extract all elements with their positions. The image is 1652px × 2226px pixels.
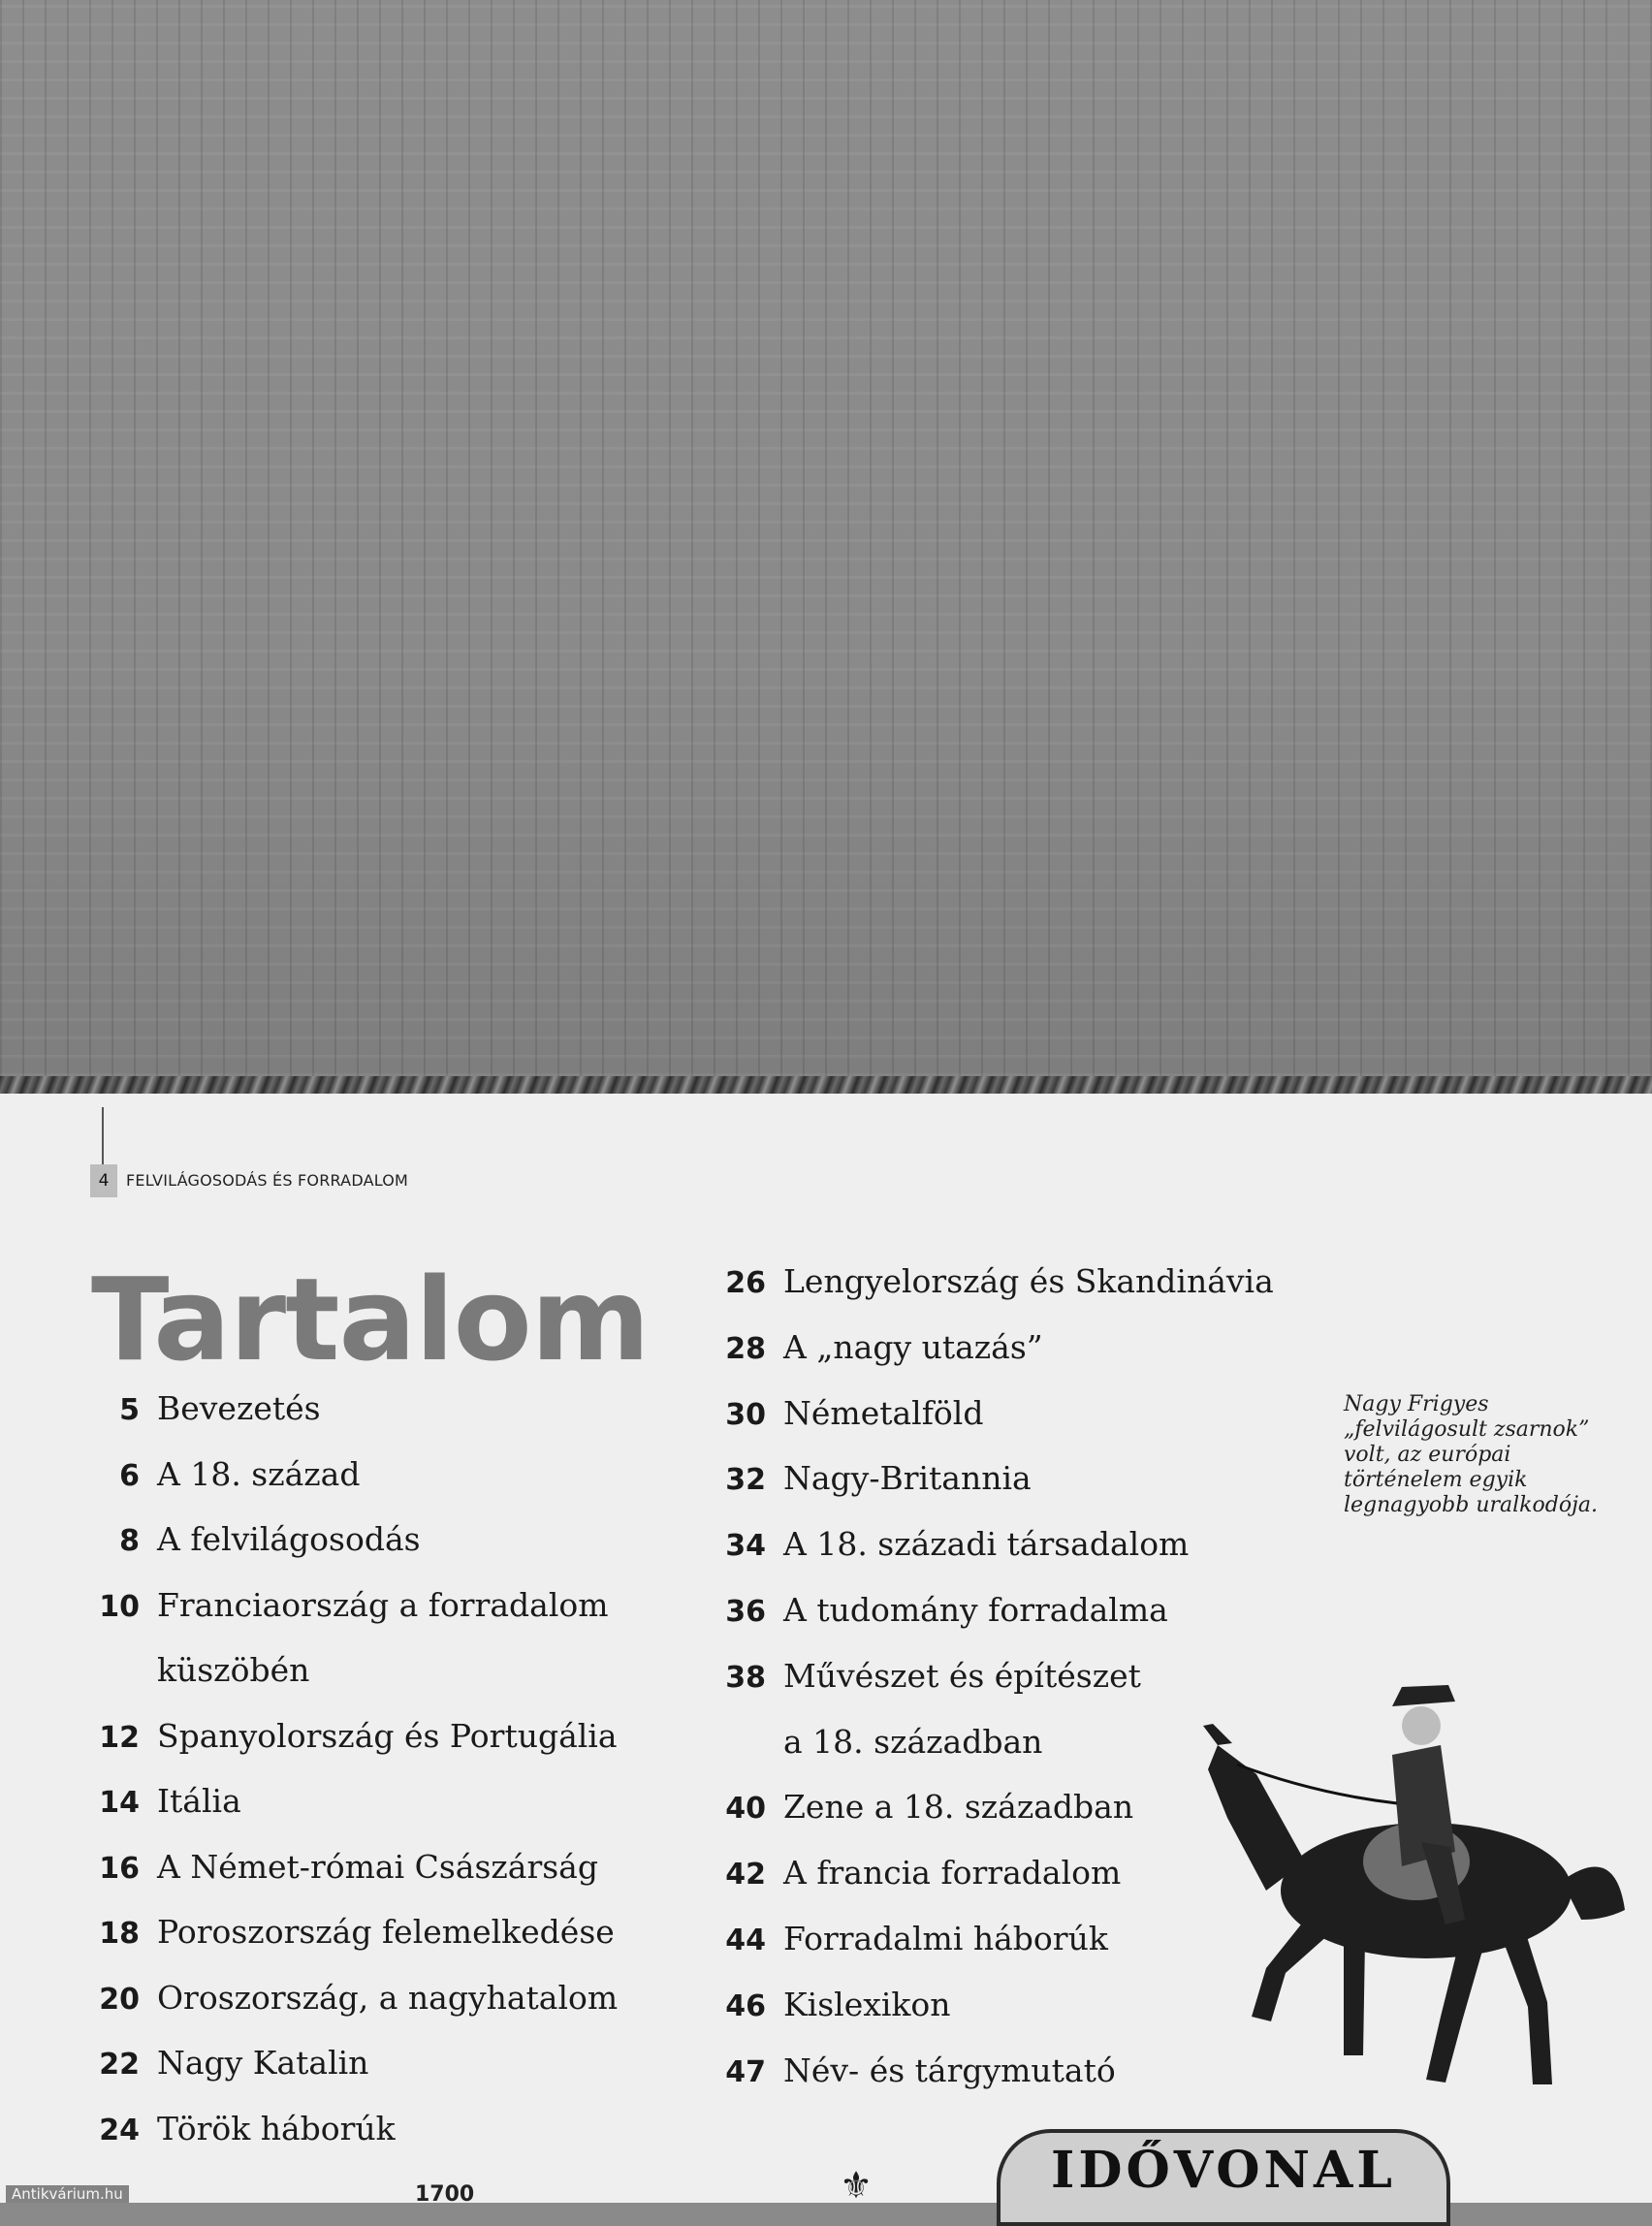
toc-page-number: 28 bbox=[725, 1331, 766, 1366]
toc-entry-title: Itália bbox=[157, 1782, 241, 1820]
image-caption bbox=[1344, 1392, 1605, 1518]
toc-entry-title: A 18. század bbox=[157, 1454, 361, 1493]
toc-entry-title: Franciaország a forradalom bbox=[157, 1585, 609, 1624]
toc-entry bbox=[710, 1525, 1189, 1563]
toc-entry-title: Spanyolország és Portugália bbox=[157, 1716, 618, 1755]
toc-page-number: 47 bbox=[725, 2054, 766, 2089]
toc-page-number: 22 bbox=[99, 2048, 140, 2082]
toc-entry-title: a 18. században bbox=[783, 1722, 1043, 1761]
toc-entry bbox=[710, 2051, 1116, 2089]
toc-page-number: 20 bbox=[99, 1982, 140, 2017]
toc-entry bbox=[710, 1459, 1032, 1497]
toc-page-number: 24 bbox=[99, 2113, 140, 2147]
toc-entry-title: A „nagy utazás” bbox=[783, 1327, 1043, 1366]
toc-page-number: 18 bbox=[99, 1917, 140, 1951]
caption-line: legnagyobb uralkodója. bbox=[1344, 1493, 1599, 1517]
watermark: Antikvárium.hu bbox=[6, 2185, 129, 2203]
toc-page-number: 14 bbox=[99, 1786, 140, 1820]
toc-entry-title: A francia forradalom bbox=[783, 1854, 1122, 1892]
toc-page-number: 38 bbox=[725, 1660, 766, 1695]
toc-entry bbox=[710, 1920, 1108, 1957]
toc-entry-title: Zene a 18. században bbox=[783, 1788, 1134, 1827]
toc-entry bbox=[83, 1455, 360, 1493]
toc-entry bbox=[83, 1913, 615, 1951]
toc-entry-title: Kislexikon bbox=[783, 1985, 951, 2023]
toc-entry-title: Török háborúk bbox=[157, 2109, 396, 2147]
toc-page-number: 34 bbox=[725, 1529, 766, 1564]
toc-entry bbox=[710, 1262, 1274, 1300]
toc-entry-title: A felvilágosodás bbox=[157, 1520, 421, 1558]
running-head: FELVILÁGOSODÁS ÉS FORRADALOM bbox=[126, 1171, 409, 1190]
toc-page-number: 6 bbox=[119, 1458, 140, 1493]
toc-page-number: 32 bbox=[725, 1463, 766, 1498]
tablecloth-background bbox=[0, 0, 1652, 1076]
toc-entry-title: Németalföld bbox=[783, 1393, 984, 1432]
toc-entry-title: Nagy Katalin bbox=[157, 2044, 369, 2082]
toc-page-number: 42 bbox=[725, 1858, 766, 1892]
toc-entry bbox=[83, 1979, 618, 2017]
timeline-banner-label: IDŐVONAL bbox=[1051, 2141, 1396, 2200]
toc-page-number: 44 bbox=[725, 1924, 766, 1957]
toc-entry bbox=[710, 1723, 1042, 1761]
timeline-year: 1700 bbox=[415, 2182, 475, 2207]
caption-line: Nagy Frigyes bbox=[1344, 1392, 1489, 1416]
toc-entry-title: A Német-római Császárság bbox=[157, 1847, 598, 1886]
toc-entry-title: Név- és tárgymutató bbox=[783, 2051, 1116, 2089]
toc-title: Tartalom bbox=[91, 1253, 650, 1386]
page-number: 4 bbox=[90, 1164, 117, 1197]
toc-entry-title: Nagy-Britannia bbox=[783, 1459, 1032, 1498]
toc-entry bbox=[83, 1389, 321, 1427]
toc-entry bbox=[83, 1586, 609, 1624]
toc-entry bbox=[83, 2044, 368, 2082]
toc-entry-title: Művészet és építészet bbox=[783, 1656, 1141, 1695]
toc-page-number: 46 bbox=[725, 1988, 766, 2023]
toc-entry bbox=[83, 1782, 241, 1820]
toc-entry-title: A tudomány forradalma bbox=[783, 1591, 1168, 1629]
toc-entry bbox=[710, 1854, 1121, 1892]
toc-entry bbox=[710, 1328, 1043, 1366]
timeline-banner bbox=[997, 2129, 1450, 2226]
toc-entry bbox=[710, 1394, 983, 1432]
toc-page-number: 12 bbox=[99, 1720, 140, 1755]
toc-entry-title: A 18. századi társadalom bbox=[783, 1525, 1190, 1564]
toc-page-number: 40 bbox=[725, 1792, 766, 1827]
toc-entry-title: Oroszország, a nagyhatalom bbox=[157, 1978, 619, 2017]
caption-line: volt, az európai bbox=[1344, 1443, 1511, 1467]
toc-entry bbox=[710, 1788, 1133, 1826]
toc-page-number: 36 bbox=[725, 1595, 766, 1629]
toc-page-number: 8 bbox=[119, 1524, 140, 1558]
toc-entry bbox=[710, 1657, 1141, 1695]
toc-entry bbox=[710, 1986, 951, 2023]
toc-entry-title: Forradalmi háborúk bbox=[783, 1920, 1108, 1957]
toc-entry-title: Bevezetés bbox=[157, 1389, 321, 1427]
toc-entry-title: küszöbén bbox=[157, 1651, 310, 1689]
toc-entry bbox=[83, 1651, 309, 1689]
toc-entry-title: Lengyelország és Skandinávia bbox=[783, 1262, 1274, 1300]
caption-line: „felvilágosult zsarnok” bbox=[1344, 1417, 1590, 1442]
toc-page-number: 16 bbox=[99, 1851, 140, 1886]
horse-rider-illustration bbox=[1198, 1600, 1625, 2094]
toc-entry bbox=[83, 1520, 421, 1558]
toc-page-number: 10 bbox=[99, 1589, 140, 1624]
toc-page-number: 30 bbox=[725, 1397, 766, 1432]
fleur-de-lis-icon: ⚜ bbox=[840, 2164, 874, 2207]
caption-line: történelem egyik bbox=[1344, 1468, 1528, 1492]
toc-entry-title: Poroszország felemelkedése bbox=[157, 1913, 615, 1951]
toc-entry bbox=[83, 2110, 396, 2147]
toc-entry bbox=[710, 1591, 1168, 1629]
toc-page-number: 26 bbox=[725, 1266, 766, 1300]
toc-entry bbox=[83, 1717, 618, 1755]
toc-page-number: 5 bbox=[119, 1393, 140, 1427]
toc-entry bbox=[83, 1848, 598, 1886]
